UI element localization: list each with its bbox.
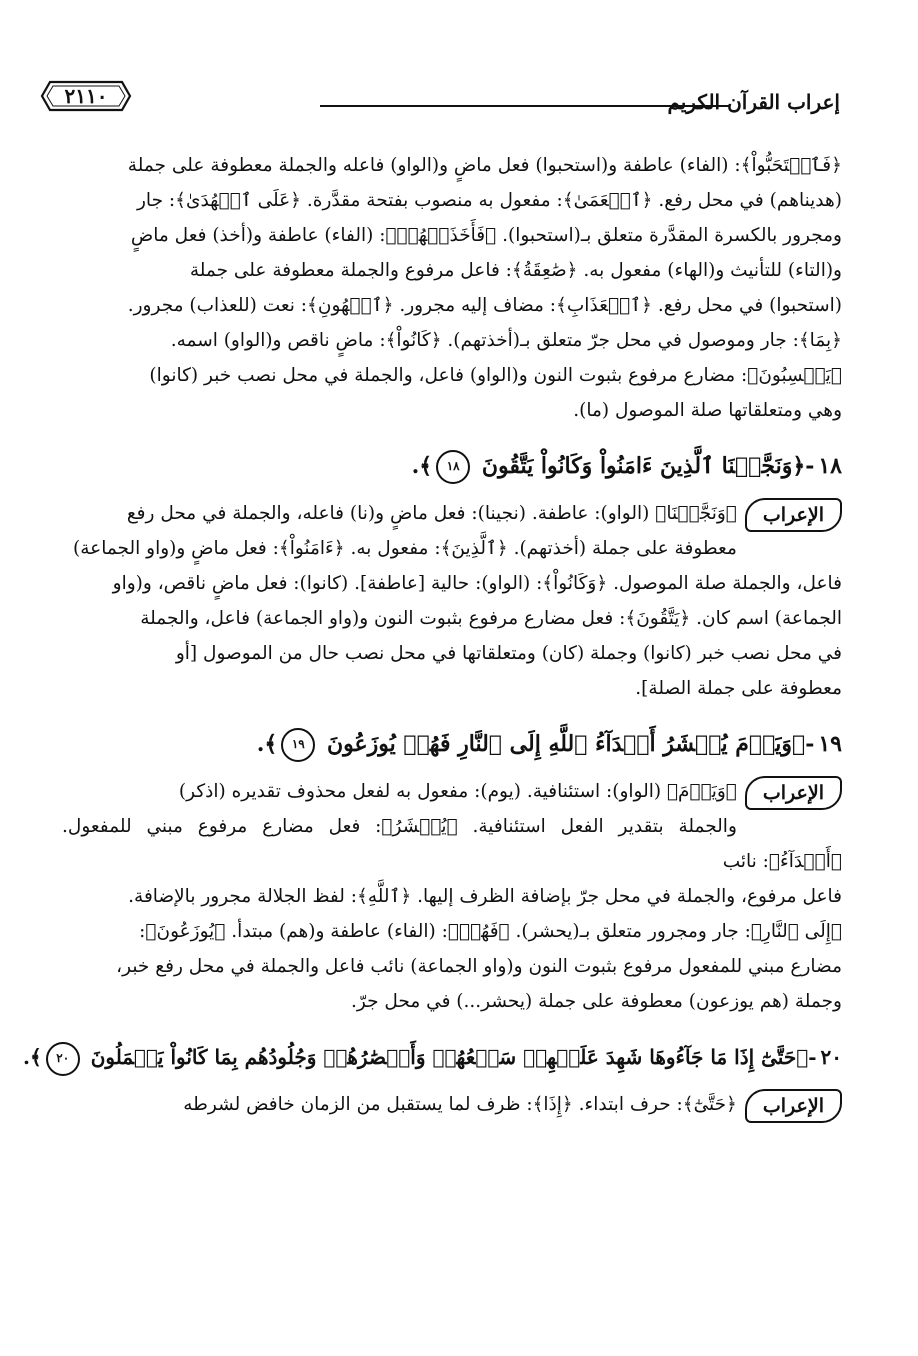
- text-line: فاعل مرفوع، والجملة في محل جرّ بإضافة الظرف إليها. ﴿ٱللَّهِ﴾: لفظ الجلالة مجرور بالإضافة.: [128, 886, 842, 907]
- text-line: معطوفة على جملة (أخذتهم). ﴿ٱلَّذِينَ﴾: مفعول به. ﴿ءَامَنُواْ﴾: فعل ماضٍ و(واو الجماعة): [73, 538, 737, 559]
- text-line: مضارع مبني للمفعول مرفوع بثبوت النون و(واو الجماعة) نائب فاعل والجملة في محل رفع خبر،: [116, 956, 842, 977]
- irab-badge: الإعراب: [745, 776, 842, 810]
- page-number-frame: [40, 78, 132, 114]
- verse-section-18: [62, 446, 842, 706]
- verse-text: ﴿وَيَوۡمَ يُحۡشَرُ أَعۡدَآءُ ٱللَّهِ إِلَى ٱلنَّارِ فَهُمۡ يُوزَعُونَ: [326, 731, 806, 757]
- verse-text: ﴿حَتَّىٰٓ إِذَا مَا جَآءُوهَا شَهِدَ عَلَيۡهِمۡ سَمۡعُهُمۡ وَأَبۡصَٰرُهُمۡ وَجُلُودُهُم بِمَا كَانُواْ يَعۡمَلُونَ: [90, 1045, 809, 1069]
- text-line: ﴿وَيَوۡمَ﴾ (الواو): استئنافية. (يوم): مفعول به لفعل محذوف تقديره (اذكر): [178, 781, 737, 802]
- text-line: ﴿وَنَجَّيۡنَا﴾ (الواو): عاطفة. (نجينا): فعل ماضٍ و(نا) فاعله، والجملة في محل رفع: [126, 503, 737, 524]
- text-line: ومجرور بالكسرة المقدَّرة متعلق بـ(استحبوا). ﴿فَأَخَذَتۡهُمۡ﴾: (الفاء) عاطفة و(أخذ) فعل ماضٍ: [130, 225, 842, 246]
- text-line: ﴿حَتَّىٰٓ﴾: حرف ابتداء. ﴿إِذَا﴾: ظرف لما يستقبل من الزمان خافض لشرطه: [183, 1094, 737, 1115]
- text-line: (استحبوا) في محل رفع. ﴿ٱلۡعَذَابِ﴾: مضاف إليه مجرور. ﴿ٱلۡهُونِ﴾: نعت (للعذاب) مجرور.: [127, 295, 842, 316]
- text-line: الجماعة) اسم كان. ﴿يَتَّقُونَ﴾: فعل مضارع مرفوع بثبوت النون و(واو الجماعة) فاعل، والجملة: [140, 608, 842, 629]
- verse-number: ٢٠: [820, 1045, 842, 1069]
- text-line: معطوفة على جملة الصلة].: [635, 678, 842, 699]
- text-line: (هديناهم) في محل رفع. ﴿ٱلۡعَمَىٰ﴾: مفعول به منصوب بفتحة مقدَّرة. ﴿عَلَى ٱلۡهُدَىٰ﴾: جار: [137, 190, 842, 211]
- verse-number: ١٩: [818, 731, 842, 757]
- text-line: ﴿فَٱسۡتَحَبُّواْ﴾: (الفاء) عاطفة و(استحبوا) فعل ماضٍ و(الواو) فاعله والجملة معطوفة على جملة: [127, 155, 842, 176]
- irab-badge: الإعراب: [745, 498, 842, 532]
- irab-badge: الإعراب: [745, 1089, 842, 1123]
- page-content: [23, 148, 842, 1123]
- verse-number: ١٨: [818, 453, 842, 479]
- ayah-number-icon: ١٩: [281, 728, 315, 762]
- verse-section-20: [23, 1037, 842, 1122]
- verse-section-19: [62, 724, 842, 1019]
- text-line: والجملة بتقدير الفعل استئنافية. ﴿يُحۡشَرُ﴾: فعل مضارع مرفوع مبني للمفعول. ﴿أَعۡدَآءُ﴾: نائب: [62, 816, 842, 872]
- irab-block: [62, 1087, 842, 1122]
- verse-end: ﴾.: [411, 453, 433, 479]
- text-line: و(التاء) للتأنيث و(الهاء) مفعول به. ﴿صَٰعِقَةُ﴾: فاعل مرفوع والجملة معطوفة على جملة: [189, 260, 842, 281]
- text-line: وهي ومتعلقاتها صلة الموصول (ما).: [573, 400, 842, 421]
- irab-block: [62, 774, 842, 1019]
- page-header: [40, 78, 840, 124]
- text-line: في محل نصب خبر (كانوا) وجملة (كان) ومتعلقاتها في محل نصب حال من الموصول [أو: [175, 643, 842, 664]
- verse-end: ﴾.: [256, 731, 278, 757]
- book-title: إعراب القرآن الكريم: [667, 90, 840, 114]
- irab-block: [62, 496, 842, 706]
- verse-line: ١٨-﴿وَنَجَّيۡنَا ٱلَّذِينَ ءَامَنُواْ وَكَانُواْ يَتَّقُونَ ١٨﴾.: [62, 446, 842, 486]
- text-line: فاعل، والجملة صلة الموصول. ﴿وَكَانُواْ﴾: (الواو): حالية [عاطفة]. (كانوا): فعل ماضٍ ناقص، و(واو: [112, 573, 842, 594]
- text-line: وجملة (هم يوزعون) معطوفة على جملة (يحشر...) في محل جرّ.: [351, 991, 842, 1012]
- verse-text: ﴿وَنَجَّيۡنَا ٱلَّذِينَ ءَامَنُواْ وَكَانُواْ يَتَّقُونَ: [481, 453, 806, 479]
- text-line: ﴿يَكۡسِبُونَ﴾: مضارع مرفوع بثبوت النون و(الواو) فاعل، والجملة في محل نصب خبر (كانوا): [149, 365, 842, 386]
- verse-line: ٢٠-﴿حَتَّىٰٓ إِذَا مَا جَآءُوهَا شَهِدَ عَلَيۡهِمۡ سَمۡعُهُمۡ وَأَبۡصَٰرُهُمۡ وَجُلُودُهُم بِمَا كَانُواْ يَعۡمَلُونَ ٢٠﴾.: [62, 1037, 842, 1077]
- intro-block: [62, 148, 842, 428]
- page-number: ٢١١٠: [64, 84, 108, 108]
- verse-end: ﴾.: [23, 1045, 42, 1069]
- ayah-number-icon: ٢٠: [46, 1042, 80, 1076]
- text-line: ﴿بِمَا﴾: جار وموصول في محل جرّ متعلق بـ(أخذتهم). ﴿كَانُواْ﴾: ماضٍ ناقص و(الواو) اسمه.: [170, 330, 842, 351]
- verse-line: ١٩-﴿وَيَوۡمَ يُحۡشَرُ أَعۡدَآءُ ٱللَّهِ إِلَى ٱلنَّارِ فَهُمۡ يُوزَعُونَ ١٩﴾.: [62, 724, 842, 764]
- text-line: ﴿إِلَى ٱلنَّارِ﴾: جار ومجرور متعلق بـ(يحشر). ﴿فَهُمۡ﴾: (الفاء) عاطفة و(هم) مبتدأ. ﴿يُوزَعُونَ﴾:: [139, 921, 842, 942]
- ayah-number-icon: ١٨: [436, 450, 470, 484]
